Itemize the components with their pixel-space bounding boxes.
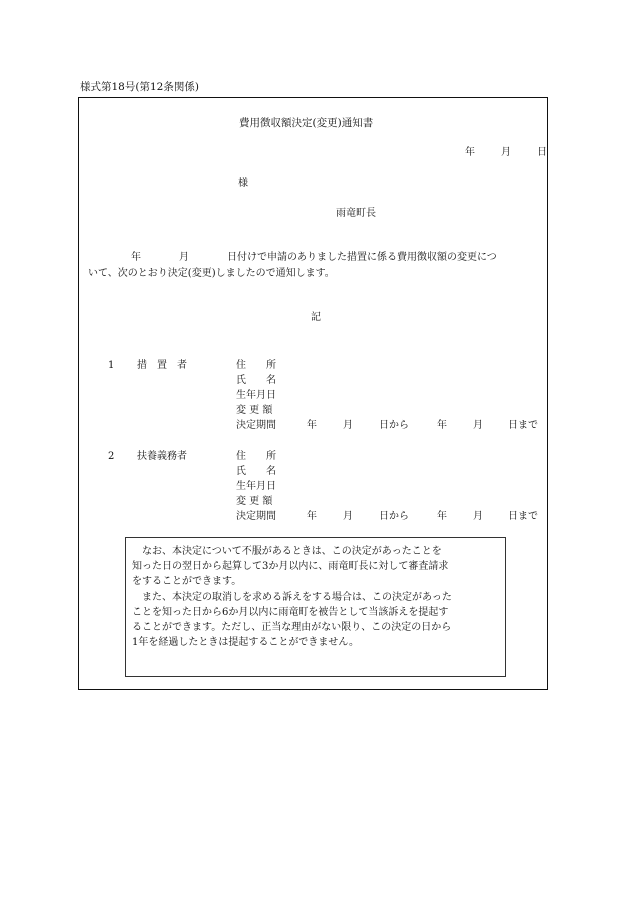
period-until: 日まで — [508, 511, 538, 522]
issuer-name: 雨竜町長 — [336, 208, 376, 219]
period-year: 年 — [307, 420, 317, 431]
item-number: 2 — [108, 451, 115, 462]
field-label-name: 氏 名 — [236, 375, 276, 386]
field-label-name: 氏 名 — [236, 466, 276, 477]
field-label-birthdate: 生年月日 — [236, 481, 276, 492]
body-month: 月 — [179, 252, 189, 263]
field-label-amount: 変 更 額 — [236, 496, 273, 507]
period-until: 日まで — [508, 420, 538, 431]
item-name: 措 置 者 — [137, 360, 187, 371]
addressee-suffix: 様 — [238, 178, 248, 189]
period-month: 月 — [343, 420, 353, 431]
period-month: 月 — [473, 511, 483, 522]
field-label-period: 決定期間 — [236, 420, 276, 431]
notice-line: 1年を経過したときは提起することができません。 — [132, 637, 359, 648]
period-year: 年 — [437, 420, 447, 431]
period-from: 日から — [379, 420, 409, 431]
notice-line: ることができます。ただし、正当な理由がない限り、この決定の日から — [132, 622, 452, 633]
notice-line: また、本決定の取消しを求める訴えをする場合は、この決定があった — [132, 592, 452, 603]
field-label-amount: 変 更 額 — [236, 405, 273, 416]
period-year: 年 — [437, 511, 447, 522]
period-month: 月 — [343, 511, 353, 522]
body-line-1-text: 日付けで申請のありました措置に係る費用徴収額の変更につ — [227, 252, 497, 263]
notice-line: 知った日の翌日から起算して3か月以内に、雨竜町長に対して審査請求 — [132, 561, 449, 572]
period-month: 月 — [473, 420, 483, 431]
field-label-address: 住 所 — [236, 451, 276, 462]
document-title: 費用徴収額決定(変更)通知書 — [239, 117, 374, 129]
form-number: 様式第18号(第12条関係) — [80, 81, 199, 93]
field-label-address: 住 所 — [236, 360, 276, 371]
item-number: 1 — [108, 360, 115, 371]
body-line-2: いて、次のとおり決定(変更)しましたので通知します。 — [88, 268, 335, 279]
date-day: 日 — [537, 147, 547, 158]
field-label-birthdate: 生年月日 — [236, 390, 276, 401]
item-name: 扶養義務者 — [137, 451, 187, 462]
notice-line: ことを知った日から6か月以内に雨竜町を被告として当該訴えを提起す — [132, 607, 449, 618]
body-year: 年 — [131, 252, 141, 263]
period-year: 年 — [307, 511, 317, 522]
field-label-period: 決定期間 — [236, 511, 276, 522]
date-year: 年 — [465, 147, 475, 158]
ki-heading: 記 — [311, 312, 321, 323]
period-from: 日から — [379, 511, 409, 522]
date-month: 月 — [501, 147, 511, 158]
notice-line: なお、本決定について不服があるときは、この決定があったことを — [132, 546, 442, 557]
notice-line: をすることができます。 — [132, 576, 242, 587]
